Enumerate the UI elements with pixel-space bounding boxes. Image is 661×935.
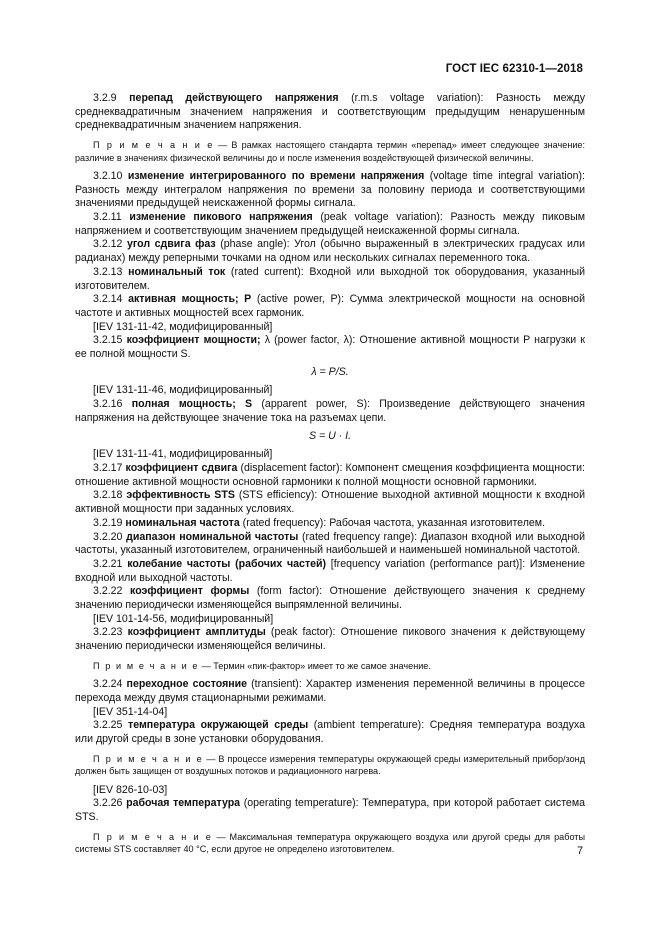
term: номинальная частота bbox=[125, 516, 240, 529]
iev-reference: [IEV 131-11-42, модифицированный] bbox=[93, 320, 273, 333]
definition-3-2-15: 3.2.15 коэффициент мощности; λ (power factor, λ): Отношение активной мощности P нагрузки к ее полной мощности S. bbox=[75, 334, 585, 361]
definition-3-2-11: 3.2.11 изменение пикового напряжения (peak voltage variation): Разность между пиковым напряжением и соответствующим значением предыдущей неискаженной формы сигнала. bbox=[75, 211, 585, 237]
term: полная мощность; S bbox=[131, 398, 253, 411]
note: П р и м е ч а н и е — Термин «пик-фактор» имеет то же самое значение. bbox=[93, 660, 431, 671]
term: температура окружающей среды bbox=[128, 719, 309, 732]
definition-3-2-22: 3.2.22 коэффициент формы (form factor): Отношение действующего значения к среднему значению периодически изменяющейся выпрямленной величины. bbox=[75, 585, 585, 612]
definition-3-2-19: 3.2.19 номинальная частота (rated frequency): Рабочая частота, указанная изготовителем. bbox=[93, 516, 546, 529]
definition-3-2-13: 3.2.13 номинальный ток (rated current): Входной или выходной ток оборудования, указанный изготовителем. bbox=[75, 265, 585, 292]
definition-3-2-12: 3.2.12 угол сдвига фаз (phase angle): Угол (обычно выраженный в электрических градусах или радианах) между реперными точками на одном или нескольких сигналах переменного тока. bbox=[75, 238, 585, 265]
standard-designation: ГОСТ IEC 62310-1—2018 bbox=[445, 63, 583, 75]
formula-apparent-power: S = U · I. bbox=[308, 429, 352, 442]
definition-3-2-21: 3.2.21 колебание частоты (рабочих частей) [frequency variation (performance part)]: Изменение входной или выходной частоты. bbox=[75, 557, 585, 584]
term: диапазон номинальной частоты bbox=[126, 530, 299, 543]
page-number: 7 bbox=[577, 845, 584, 857]
term: рабочая температура bbox=[126, 797, 241, 810]
definition-3-2-23: 3.2.23 коэффициент амплитуды (peak factor): Отношение пикового значения к действующему значению периодически изменяющейся величины. bbox=[75, 626, 585, 653]
term: колебание частоты (рабочих частей) bbox=[127, 557, 327, 570]
term: коэффициент формы bbox=[130, 585, 250, 598]
term: перепад действующего напряжения bbox=[129, 92, 339, 104]
definitions-body bbox=[75, 92, 585, 861]
iev-reference: [IEV 351-14-04] bbox=[93, 705, 168, 718]
definition-3-2-9: 3.2.9 перепад действующего напряжения (r.m.s voltage variation): Разность между среднеквадратичным значением напряжения и соответствующим предыдущим ненарушенным среднеквадратичным значением напряжения. bbox=[75, 92, 585, 132]
term: коэффициент амплитуды bbox=[127, 626, 266, 639]
term: номинальный ток bbox=[128, 265, 226, 278]
definition-3-2-25: 3.2.25 температура окружающей среды (ambient temperature): Средняя температура воздуха или другой среды в зоне установки оборудования. bbox=[75, 719, 585, 746]
term: угол сдвига фаз bbox=[127, 238, 216, 251]
iev-reference: [IEV 131-11-41, модифицированный] bbox=[93, 448, 273, 461]
term: изменение пикового напряжения bbox=[129, 211, 313, 224]
iev-reference: [IEV 131-11-46, модифицированный] bbox=[93, 384, 273, 397]
definition-3-2-24: 3.2.24 переходное состояние (transient): Характер изменения переменной величины в процессе перехода между двумя стационарными режимами. bbox=[75, 678, 585, 704]
definition-3-2-17: 3.2.17 коэффициент сдвига (displacement factor): Компонент смещения коэффициента мощности: отношение активной мощности основной гармоники к полной мощности основной гармоники. bbox=[75, 461, 585, 488]
term: коэффициент мощности; bbox=[126, 334, 261, 347]
note: П р и м е ч а н и е — В рамках настоящего стандарта термин «перепад» имеет следующее значение: различие в значениях физической величины до и после изменения воздействующей физической величины. bbox=[75, 140, 586, 163]
formula-power-factor: λ = P/S. bbox=[311, 365, 349, 378]
definition-3-2-20: 3.2.20 диапазон номинальной частоты (rated frequency range): Диапазон входной или выходной частоты, указанный изготовителем, ограниченный наибольшей и наименьшей номинальной частотой. bbox=[75, 530, 585, 557]
iev-reference: [IEV 826-10-03] bbox=[93, 783, 168, 796]
term: изменение интегрированного по времени напряжения bbox=[127, 169, 425, 182]
term: активная мощность; P bbox=[128, 293, 252, 306]
term: эффективность STS bbox=[126, 489, 235, 502]
term: переходное состояние bbox=[126, 678, 248, 691]
definition-3-2-16: 3.2.16 полная мощность; S (apparent power, S): Произведение действующего значения напряжения на действующее значение тока на разъемах цепи. bbox=[75, 398, 585, 424]
note: П р и м е ч а н и е — Максимальная температура окружающего воздуха или другой среды для работы системы STS составляет 40 °C, если другое не определено изготовителем. bbox=[75, 831, 586, 855]
note: П р и м е ч а н и е — В процессе измерения температуры окружающей среды измерительный прибор/зонд должен быть защищен от воздушных потоков и радиационного нагрева. bbox=[75, 753, 585, 777]
definition-3-2-26: 3.2.26 рабочая температура (operating temperature): Температура, при которой работает система STS. bbox=[75, 797, 585, 823]
term: коэффициент сдвига bbox=[125, 461, 238, 474]
iev-reference: [IEV 101-14-56, модифицированный] bbox=[93, 612, 274, 625]
definition-3-2-14: 3.2.14 активная мощность; P (active power, P): Сумма электрической мощности на основной частоте и активных мощностей всех гармоник. bbox=[75, 293, 585, 319]
definition-3-2-18: 3.2.18 эффективность STS (STS efficiency): Отношение выходной активной мощности к входной активной мощности при заданных условиях. bbox=[75, 489, 585, 516]
definition-3-2-10: 3.2.10 изменение интегрированного по времени напряжения (voltage time integral variation): Разность между интегралом напряжения по времени за половину периода и соответствующими значениями предыдущей неискаженной формы сигнала. bbox=[75, 169, 585, 210]
